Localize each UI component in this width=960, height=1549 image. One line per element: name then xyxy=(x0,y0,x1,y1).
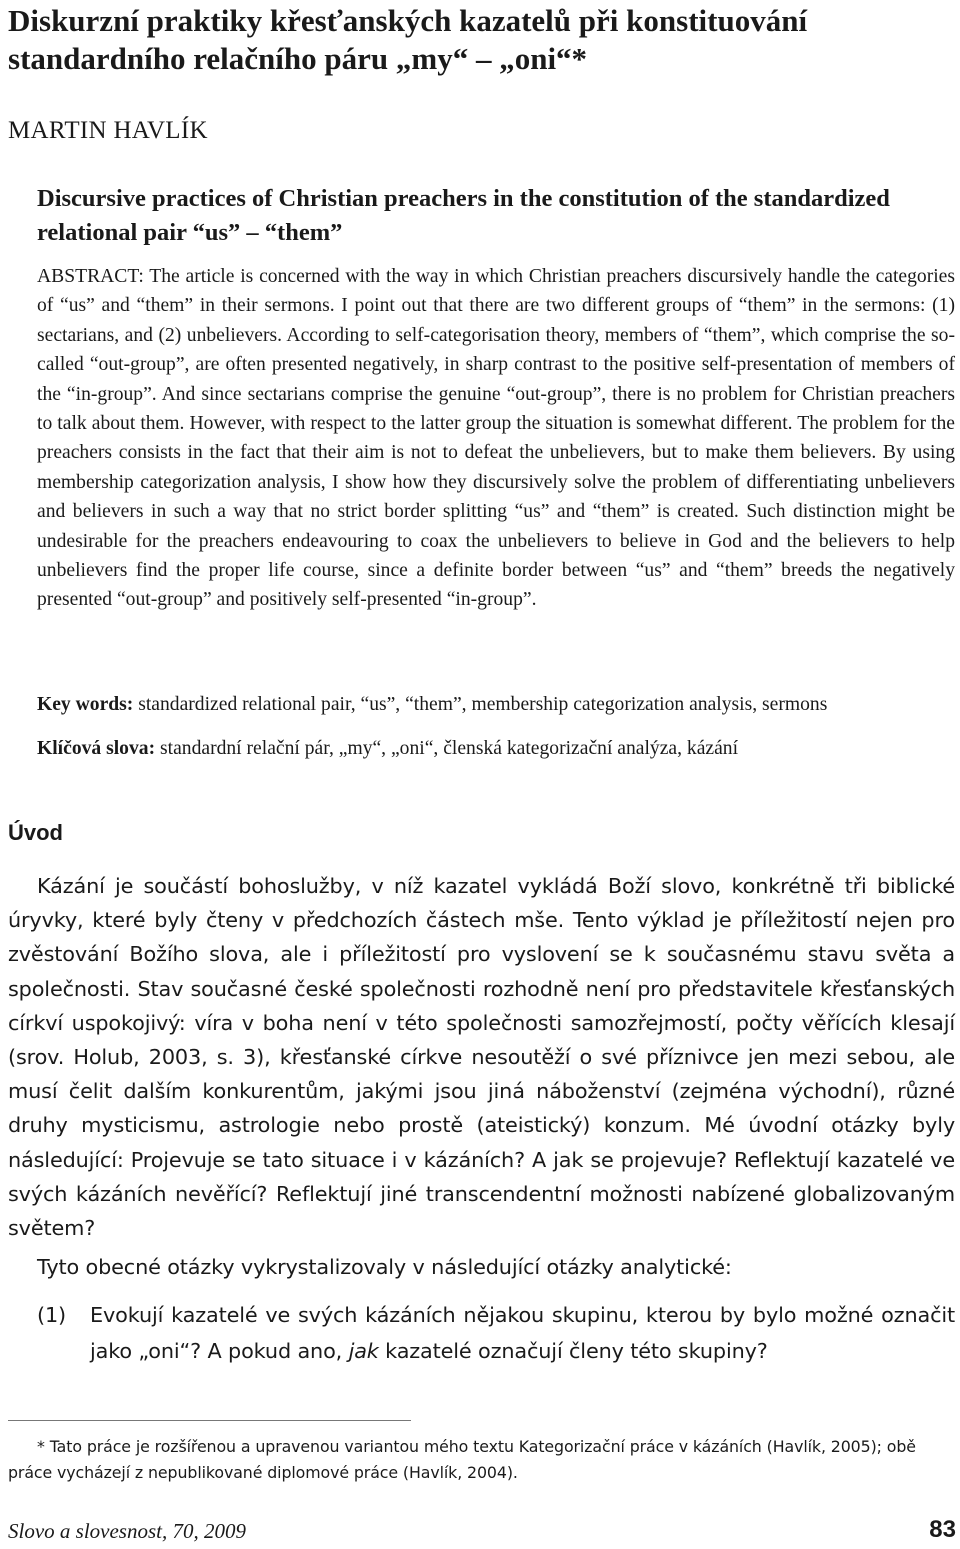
footnote: * Tato práce je rozšířenou a upravenou variantou mého textu Kategorizační práce v kázáních (Havlík, 2005); obě práce vycházejí z nepublikované diplomové práce (Havlík, 2004). xyxy=(8,1437,916,1482)
list-item-text xyxy=(90,1297,955,1369)
journal-citation: Slovo a slovesnost, 70, 2009 xyxy=(8,1519,246,1543)
section-heading: Úvod xyxy=(8,820,63,845)
footnote-divider xyxy=(8,1420,411,1421)
keywords-en xyxy=(37,690,957,719)
keywords-cs xyxy=(37,734,957,763)
keywords-cs-text: standardní relační pár, „my“, „oni“, členská kategorizační analýza, kázání xyxy=(155,738,739,759)
abstract: ABSTRACT: The article is concerned with the way in which Christian preachers discursively handle the categories of “us” and “them” in their sermons. I point out that there are two different groups of “them” in the sermons: (1) sectarians, and (2) unbelievers. According to self-categorisation theory, members of “them”, which comprise the so-called “out-group”, are often presented negatively, in sharp contrast to the positive self-presentation of members of the “in-group”. And since sectarians comprise the genuine “out-group”, there is no problem for Christian preachers to talk about them. However, with respect to the latter group the situation is somewhat different. The problem for the preachers consists in the fact that their aim is not to defeat the unbelievers, but to make them believers. By using membership categorization analysis, I show how they discursively solve the problem of differentiating unbelievers and believers in such a way that no strict border splitting “us” and “them” is created. Such distinction might be undesirable for the preachers endeavouring to coax the unbelievers to believe in God and the believers to help unbelievers find the proper life course, since a definite border between “us” and “them” breeds the negatively presented “out-group” and positively self-presented “in-group”. xyxy=(37,266,955,611)
list-item-number: (1) xyxy=(37,1303,67,1327)
keywords-en-label: Key words: xyxy=(37,694,134,715)
keywords-en-text: standardized relational pair, “us”, “them”, membership categorization analysis, sermons xyxy=(133,694,828,715)
keywords-cs-label: Klíčová slova: xyxy=(37,738,156,759)
english-title: Discursive practices of Christian preachers in the constitution of the standardized relational pair “us” – “them” xyxy=(37,185,890,246)
page-number: 83 xyxy=(929,1516,956,1543)
list-item xyxy=(37,1297,955,1369)
body-paragraph-1: Kázání je součástí bohoslužby, v níž kazatel vykládá Boží slovo, konkrétně tři biblické úryvky, které byly čteny v předchozích částech mše. Tento výklad je příležitostí nejen pro zvěstování Božího slova, ale i příležitostí pro vyslovení se k současnému stavu světa a společnosti. Stav současné české společnosti rozhodně není pro představitele křesťanských církví uspokojivý: víra v boha není v této společnosti samozřejmostí, počty věřících klesají (srov. Holub, 2003, s. 3), křesťanské církve nesoutěží o své příznivce jen mezi sebou, ale musí čelit dalším konkurentům, jakými jsou jiná náboženství (zejména východní), různé druhy mysticismu, astrologie nebo prostě (ateistický) konzum. Mé úvodní otázky byly následující: Projevuje se tato situace i v kázáních? A jak se projevuje? Reflektují kazatelé ve svých kázáních nevěřící? Reflektují jiné transcendentní možnosti nabízené globalizovaným světem? xyxy=(8,874,955,1241)
list-text-after: kazatelé označují členy této skupiny? xyxy=(378,1339,768,1363)
body-paragraph-2: Tyto obecné otázky vykrystalizovaly v následující otázky analytické: xyxy=(37,1255,732,1279)
list-text-before: Evokují kazatelé ve svých kázáních nějakou skupinu, kterou by bylo možné označit jako „oni“? A pokud ano, xyxy=(90,1303,955,1363)
author-name: MARTIN HAVLÍK xyxy=(8,117,208,144)
list-text-emphasis: jak xyxy=(348,1339,379,1363)
article-title: Diskurzní praktiky křesťanských kazatelů při konstituování standardního relačního páru „my“ – „oni“* xyxy=(8,3,808,76)
